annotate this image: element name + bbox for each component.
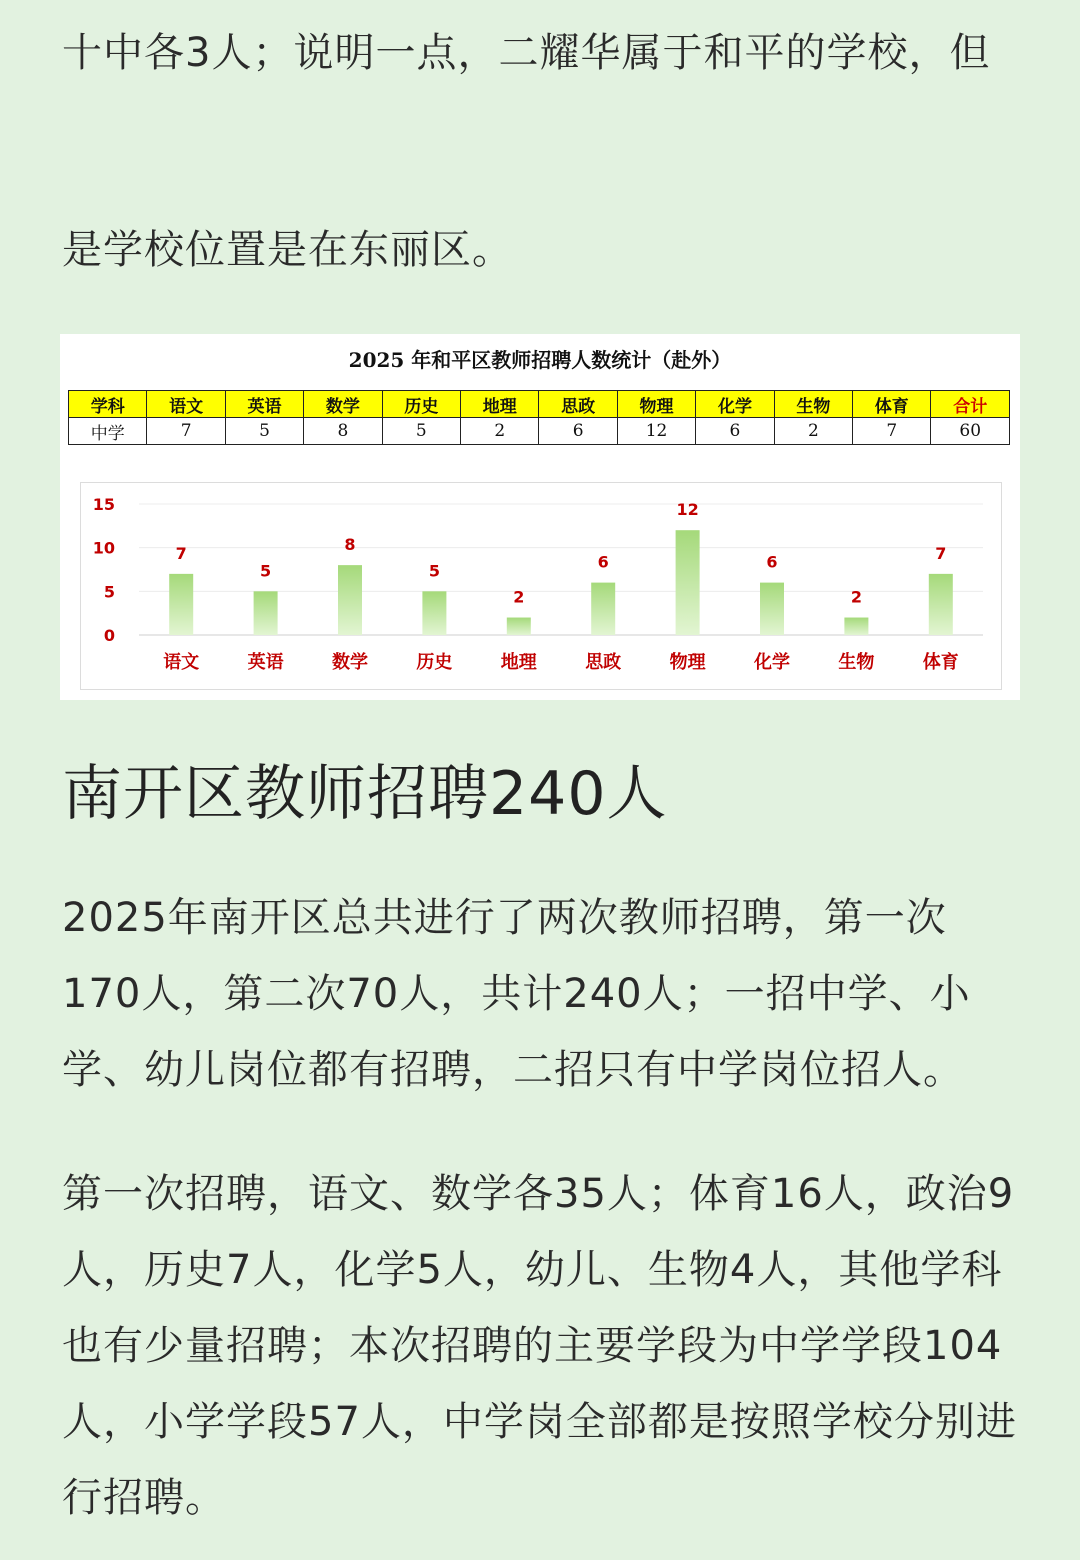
table-header-total-cell: 合计 — [931, 391, 1010, 418]
table-total-cell: 60 — [931, 418, 1010, 445]
data-label: 12 — [676, 500, 699, 520]
table-cell: 2 — [774, 418, 852, 445]
bar — [254, 591, 278, 635]
data-label: 5 — [428, 561, 440, 581]
bar — [760, 583, 784, 635]
table-header-cell: 化学 — [696, 391, 774, 418]
table-cell: 7 — [853, 418, 931, 445]
data-label: 6 — [766, 552, 778, 572]
article-paragraph-intro: 十中各3人；说明一点，二耀华属于和平的学校，但 — [62, 30, 991, 76]
article-paragraph-nankai-details: 第一次招聘，语文、数学各35人；体育16人，政治9人，历史7人，化学5人，幼儿、生物4人，其他学科也有少量招聘；本次招聘的主要学段为中学学段104人，小学学段57人，中学岗全部都是按照学校分别进行招聘。 — [62, 1171, 1017, 1521]
table-cell: 5 — [225, 418, 303, 445]
table-header-cell: 生物 — [774, 391, 852, 418]
x-tick-label: 思政 — [585, 652, 622, 673]
x-tick-label: 英语 — [247, 652, 284, 673]
y-tick-label: 15 — [92, 495, 115, 514]
bar — [844, 618, 868, 635]
bar — [422, 591, 446, 635]
x-tick-label: 语文 — [163, 652, 200, 673]
table-header-cell: 物理 — [617, 391, 695, 418]
table-header-cell: 语文 — [147, 391, 225, 418]
bar — [169, 574, 193, 635]
data-label: 7 — [935, 543, 947, 563]
table-header-cell: 历史 — [382, 391, 460, 418]
article-paragraph-location: 是学校位置是在东丽区。 — [62, 227, 513, 273]
bar — [507, 618, 531, 635]
x-tick-label: 生物 — [838, 652, 875, 673]
table-header-cell: 思政 — [539, 391, 617, 418]
x-tick-label: 体育 — [922, 652, 959, 673]
table-header-cell: 数学 — [304, 391, 382, 418]
table-cell: 6 — [539, 418, 617, 445]
section-heading: 南开区教师招聘240人 — [62, 759, 668, 829]
bar — [676, 530, 700, 635]
x-tick-label: 化学 — [754, 652, 790, 673]
data-label: 8 — [344, 535, 356, 555]
table-cell: 6 — [696, 418, 774, 445]
table-cell: 5 — [382, 418, 460, 445]
y-tick-label: 0 — [103, 626, 115, 645]
data-label: 2 — [850, 587, 862, 607]
table-cell: 2 — [461, 418, 539, 445]
bar — [929, 574, 953, 635]
table-header-cell: 地理 — [461, 391, 539, 418]
y-tick-label: 10 — [92, 538, 115, 558]
recruitment-table — [68, 390, 1010, 445]
table-header-cell: 英语 — [225, 391, 303, 418]
bar-chart-canvas — [81, 483, 1001, 689]
article-paragraph-nankai-summary: 2025年南开区总共进行了两次教师招聘，第一次170人，第二次70人，共计240人；一招中学、小学、幼儿岗位都有招聘，二招只有中学岗位招人。 — [62, 895, 971, 1093]
data-label: 7 — [175, 543, 187, 563]
table-row — [69, 418, 1010, 445]
table-cell: 8 — [304, 418, 382, 445]
x-tick-label: 数学 — [332, 652, 368, 673]
table-cell: 12 — [617, 418, 695, 445]
table-header-cell: 学科 — [69, 391, 147, 418]
table-header-row — [69, 391, 1010, 418]
data-label: 5 — [260, 561, 272, 581]
x-tick-label: 历史 — [416, 652, 453, 673]
x-tick-label: 地理 — [500, 652, 537, 673]
data-label: 6 — [597, 552, 609, 572]
bar — [591, 583, 615, 635]
figure-title: 2025 年和平区教师招聘人数统计（赴外） — [348, 348, 732, 372]
x-tick-label: 物理 — [669, 652, 706, 673]
table-cell: 7 — [147, 418, 225, 445]
recruitment-figure — [60, 334, 1020, 700]
table-cell: 中学 — [69, 418, 147, 445]
bar-chart — [80, 482, 1002, 690]
bar — [338, 565, 362, 635]
data-label: 2 — [513, 587, 525, 607]
table-header-cell: 体育 — [853, 391, 931, 418]
y-tick-label: 5 — [103, 582, 115, 602]
